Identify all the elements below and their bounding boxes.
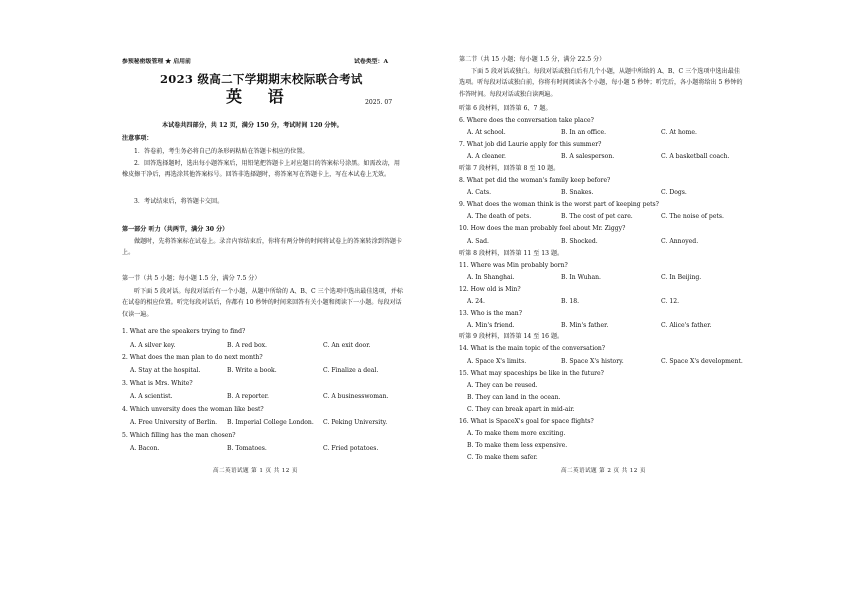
question-text: 5. Which filling has the man chosen? xyxy=(122,432,236,439)
question-text: 1. What are the speakers trying to find? xyxy=(122,328,246,335)
option-c: C. Fried potatoes. xyxy=(323,445,379,452)
question-text: 7. What job did Laurie apply for this summer? xyxy=(459,141,602,148)
option-a: A. A silver key. xyxy=(130,342,176,349)
option-c: C. The noise of pets. xyxy=(661,213,724,220)
option-b: B. A salesperson. xyxy=(561,153,615,160)
option-c: C. Peking University. xyxy=(323,419,388,426)
option-a: A. They can be reused. xyxy=(467,382,538,389)
question-text: 14. What is the main topic of the conversation? xyxy=(459,345,606,352)
part1-title: 第一部分 听力（共两节，满分 30 分） xyxy=(122,226,229,233)
option-a: A. 24. xyxy=(467,298,485,305)
option-b: B. The cost of pet care. xyxy=(561,213,633,220)
page-footer: 高二英语试题 第 2 页 共 12 页 xyxy=(561,468,646,474)
option-b: B. Shocked. xyxy=(561,238,598,245)
option-c: C. 12. xyxy=(661,298,680,305)
option-c: C. They can break apart in mid-air. xyxy=(467,406,575,413)
option-a: A. The death of pets. xyxy=(467,213,532,220)
question-text: 4. Which unversity does the woman like best? xyxy=(122,406,264,413)
question-text: 15. What may spaceships be like in the future? xyxy=(459,370,604,377)
option-a: A. Sad. xyxy=(467,238,489,245)
question-text: 13. Who is the man? xyxy=(459,310,522,317)
material-9-heading: 听第 9 段材料，回答第 14 至 16 题。 xyxy=(459,333,564,340)
material-7-heading: 听第 7 段材料，回答第 8 至 10 题。 xyxy=(459,165,560,172)
option-c: C. At home. xyxy=(661,129,697,136)
question-text: 12. How old is Min? xyxy=(459,286,521,293)
subject-title: 英 语 xyxy=(226,87,294,106)
option-b: B. 18. xyxy=(561,298,580,305)
option-c: C. To make them safer. xyxy=(467,454,538,461)
section1-description: 听下面 5 段对话。每段对话后有一个小题，从题中所给的 A、B、C 三个选项中选出最佳选项，并标在试卷的相应位置。听完每段对话后，你都有 10 秒钟的时间来回答有关小题和阅读下一小题。每段对话仅读一遍。 xyxy=(122,288,403,318)
option-a: A. Min's friend. xyxy=(467,322,515,329)
exam-page-2 xyxy=(430,0,860,608)
question-text: 9. What does the woman think is the worst part of keeping pets? xyxy=(459,201,659,208)
option-b: B. They can land in the ocean. xyxy=(467,394,561,401)
option-b: B. To make them less expensive. xyxy=(467,442,568,449)
option-c: C. In Beijing. xyxy=(661,274,702,281)
option-b: B. A red box. xyxy=(227,342,267,349)
option-a: A. To make them more exciting. xyxy=(467,430,566,437)
section2-title: 第二节（共 15 小题；每小题 1.5 分，满分 22.5 分） xyxy=(459,56,606,63)
question-text: 6. Where does the conversation take place? xyxy=(459,117,594,124)
option-a: A. Cats. xyxy=(467,189,492,196)
material-8-heading: 听第 8 段材料，回答第 11 至 13 题。 xyxy=(459,250,564,257)
question-text: 11. Where was Min probably born? xyxy=(459,262,568,269)
question-text: 2. What does the man plan to do next month? xyxy=(122,354,263,361)
paper-type-label: 试卷类型：A xyxy=(354,58,389,65)
notice-item-1: 1．答卷前，考生务必将自己的条形码粘贴在答题卡相应的位置。 xyxy=(134,148,309,155)
option-b: B. In Wuhan. xyxy=(561,274,601,281)
question-text: 3. What is Mrs. White? xyxy=(122,380,193,387)
option-c: C. Dogs. xyxy=(661,189,687,196)
material-6-heading: 听第 6 段材料，回答第 6、7 题。 xyxy=(459,105,552,112)
option-a: A. Space X's limits. xyxy=(467,358,527,365)
option-c: C. Alice's father. xyxy=(661,322,712,329)
option-c: C. A businesswoman. xyxy=(323,393,389,400)
question-text: 10. How does the man probably feel about Mr. Ziggy? xyxy=(459,225,626,232)
confidentiality-label: 参预秘密级管理 ★ 启用前 xyxy=(122,58,191,65)
option-a: A. A scientist. xyxy=(130,393,173,400)
exam-intro: 本试卷共四部分，共 12 页，满分 150 分，考试时间 120 分钟。 xyxy=(162,122,343,129)
option-b: B. Snakes. xyxy=(561,189,594,196)
section1-title: 第一节（共 5 小题；每小题 1.5 分，满分 7.5 分） xyxy=(122,275,261,282)
option-a: A. In Shanghai. xyxy=(467,274,515,281)
part1-description: 做题时，先将答案标在试卷上。录音内容结束后，你将有两分钟的时间将试卷上的答案转涂到答题卡上。 xyxy=(122,238,403,257)
option-b: B. A reporter. xyxy=(227,393,269,400)
exam-date: 2025. 07 xyxy=(365,99,393,106)
option-a: A. Bacon. xyxy=(130,445,160,452)
option-b: B. Tomatoes. xyxy=(227,445,267,452)
option-b: B. Min's father. xyxy=(561,322,609,329)
option-b: B. Imperial College London. xyxy=(227,419,314,426)
option-c: C. A basketball coach. xyxy=(661,153,730,160)
option-c: C. Space X's development. xyxy=(661,358,743,365)
option-a: A. Free University of Berlin. xyxy=(130,419,218,426)
option-b: B. Space X's history. xyxy=(561,358,624,365)
section2-description: 下面 5 段对话或独白。每段对话或独白后有几个小题，从题中所给的 A、B、C 三个选项中选出最佳选项。听每段对话或独白前，你将有时间阅读各个小题，每小题 5 秒钟；听完后，各小题将给出 5 秒钟的作答时间。每段对话或独白读两遍。 xyxy=(459,68,743,98)
option-c: C. Finalize a deal. xyxy=(323,367,379,374)
exam-title: 2023 级高二下学期期末校际联合考试 xyxy=(160,72,363,86)
option-a: A. Stay at the hospital. xyxy=(130,367,201,374)
option-a: A. A cleaner. xyxy=(467,153,506,160)
notice-item-2: 2．回答选择题时，选出每小题答案后，用铅笔把答题卡上对应题目的答案标号涂黑。如需改动，用橡皮擦干净后，再选涂其他答案标号。回答非选择题时，将答案写在答题卡上，写在本试卷上无效。 xyxy=(122,160,400,179)
page-footer: 高二英语试题 第 1 页 共 12 页 xyxy=(213,468,298,474)
option-c: C. An exit door. xyxy=(323,342,371,349)
option-c: C. Annoyed. xyxy=(661,238,699,245)
option-a: A. At school. xyxy=(467,129,506,136)
notice-title: 注意事项： xyxy=(122,135,153,142)
option-b: B. Write a book. xyxy=(227,367,277,374)
option-b: B. In an office. xyxy=(561,129,607,136)
question-text: 16. What is SpaceX's goal for space flights? xyxy=(459,418,594,425)
question-text: 8. What pet did the woman's family keep before? xyxy=(459,177,611,184)
notice-item-3: 3．考试结束后，将答题卡交回。 xyxy=(134,198,224,205)
